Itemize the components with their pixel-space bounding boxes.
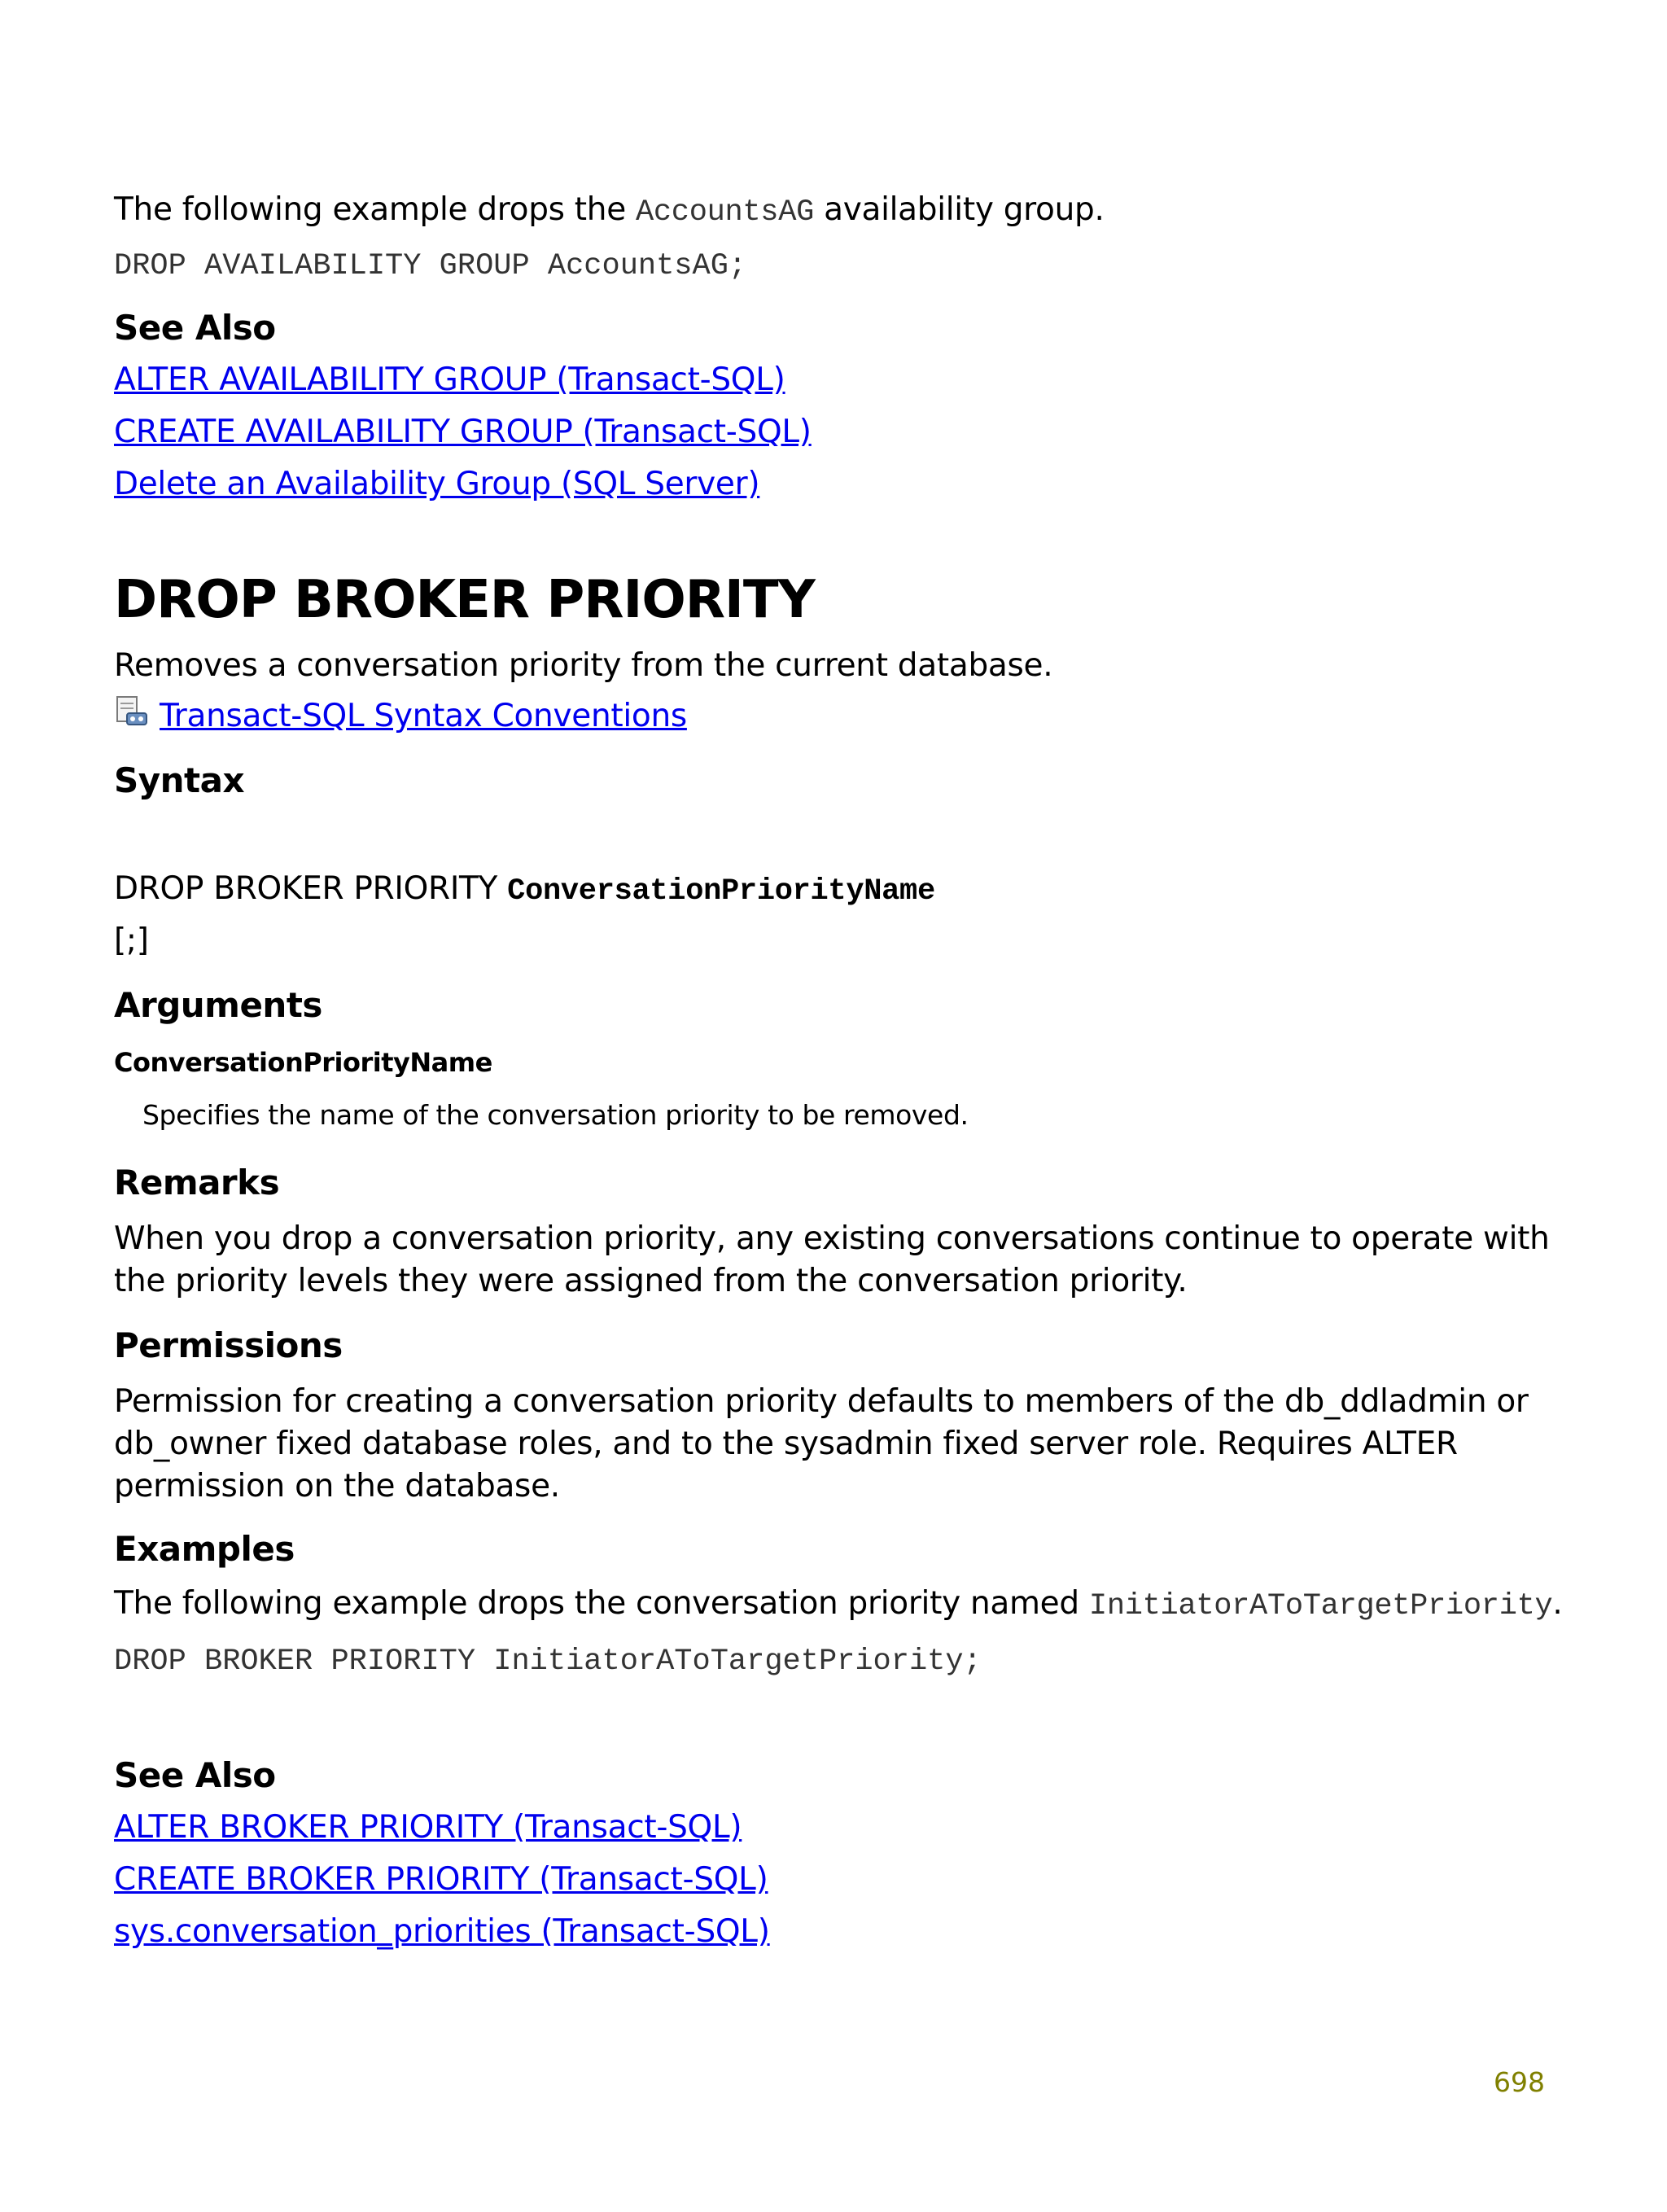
examples-intro-text: The following example drops the conversation priority named — [114, 1585, 1089, 1622]
page-number: 698 — [1494, 2066, 1545, 2098]
argument-description: Specifies the name of the conversation priority to be removed. — [142, 1099, 969, 1131]
example-intro-text: The following example drops the — [114, 191, 636, 228]
examples-intro — [114, 1583, 1563, 1627]
syntax-heading: Syntax — [114, 760, 245, 800]
inline-code: AccountsAG — [635, 195, 815, 230]
syntax-line-2: [;] — [114, 922, 149, 959]
example-intro — [114, 189, 1105, 234]
code-block: DROP AVAILABILITY GROUP AccountsAG; — [114, 249, 747, 283]
examples-heading: Examples — [114, 1529, 295, 1569]
see-also-link-create-broker[interactable]: CREATE BROKER PRIORITY (Transact-SQL) — [114, 1861, 768, 1898]
argument-name: ConversationPriorityName — [114, 1047, 492, 1078]
see-also-heading-2: See Also — [114, 1755, 276, 1795]
description: Removes a conversation priority from the current database. — [114, 647, 1053, 684]
inline-code: InitiatorAToTargetPriority — [1088, 1589, 1553, 1623]
syntax-keyword: DROP BROKER PRIORITY — [114, 870, 508, 907]
arguments-heading: Arguments — [114, 985, 322, 1025]
see-also-link-delete-ag[interactable]: Delete an Availability Group (SQL Server) — [114, 466, 760, 502]
permissions-heading: Permissions — [114, 1325, 343, 1365]
examples-intro-suffix: . — [1552, 1585, 1563, 1622]
examples-code-block: DROP BROKER PRIORITY InitiatorAToTargetPriority; — [114, 1645, 982, 1679]
see-also-link-sys-conversation-priorities[interactable]: sys.conversation_priorities (Transact-SQL) — [114, 1913, 770, 1950]
syntax-conventions-link[interactable]: Transact-SQL Syntax Conventions — [160, 698, 687, 734]
page-title: DROP BROKER PRIORITY — [114, 570, 815, 630]
see-also-heading: See Also — [114, 308, 276, 348]
see-also-link-alter-ag[interactable]: ALTER AVAILABILITY GROUP (Transact-SQL) — [114, 361, 785, 398]
permissions-text: Permission for creating a conversation priority defaults to members of the db_ddladmin or db_owner fixed database roles, and to the sysadmin fixed server role. Requires ALTER permission on the database. — [114, 1383, 1529, 1505]
syntax-line-1 — [114, 868, 935, 913]
example-intro-suffix: availability group. — [814, 191, 1105, 228]
remarks-text: When you drop a conversation priority, any existing conversations continue to operate with the priority levels they were assigned from the conversation priority. — [114, 1220, 1550, 1299]
see-also-link-alter-broker[interactable]: ALTER BROKER PRIORITY (Transact-SQL) — [114, 1809, 742, 1846]
syntax-conventions-row — [114, 695, 687, 734]
remarks-heading: Remarks — [114, 1163, 280, 1202]
syntax-argument: ConversationPriorityName — [507, 874, 935, 909]
see-also-link-create-ag[interactable]: CREATE AVAILABILITY GROUP (Transact-SQL) — [114, 414, 812, 450]
document-link-icon — [114, 695, 151, 729]
